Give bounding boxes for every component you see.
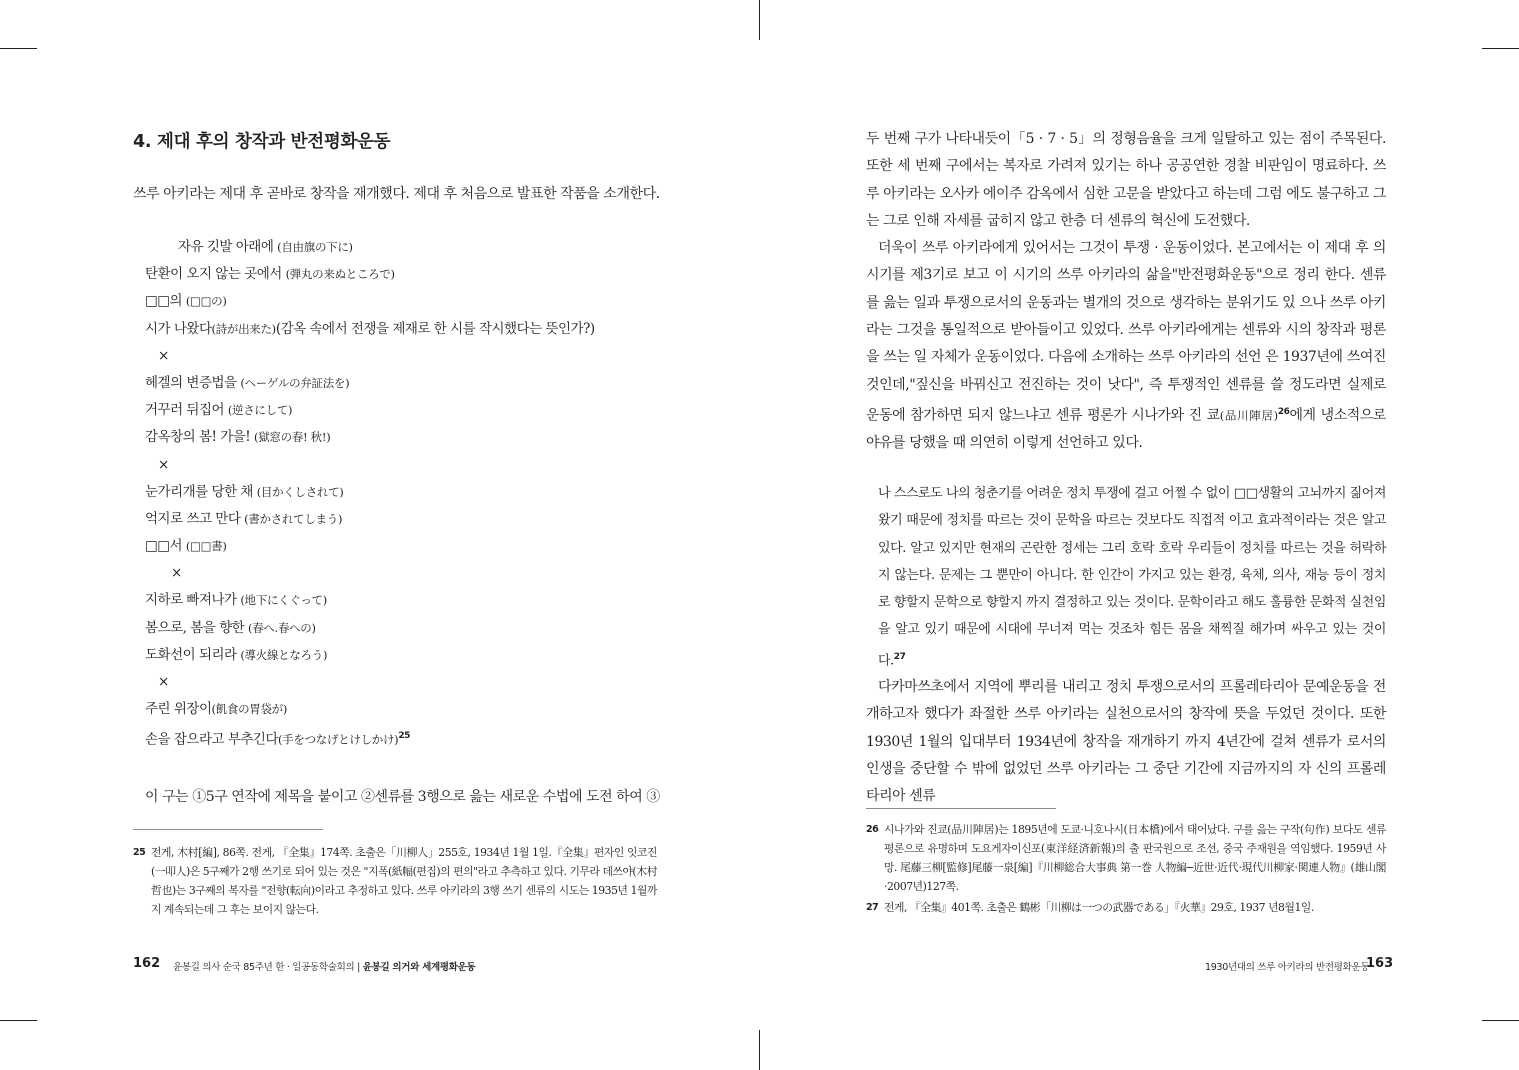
left-page bbox=[0, 0, 759, 1070]
footnote-rule bbox=[866, 808, 1056, 809]
poem-line-japanese: (地下にくぐって) bbox=[240, 593, 327, 608]
poem-line-note: (감옥 속에서 전쟁을 제재로 한 시를 작시했다는 뜻인가?) bbox=[275, 320, 595, 337]
footnote-text: 전게, 木村[編], 86쪽. 전게, 『全集』174쪽. 초출은「川柳人」255호, 1934년 1월 1일.『全集』편자인 잇코진(一叩人)은 5구째가 2행 쓰기로 되어 있는 것은 "지폭(紙幅(편집)의 편의"라고 추측하고 있다. 기무라 데쓰야(木村哲也)는 3구째의 복자를 "전향(転向)이라고 추정하고 있다. 쓰루 아키라의 3행 쓰기 센류의 시도는 1935년 1월까지 계속되는데 그 후는 보이지 않는다. bbox=[151, 846, 657, 916]
poem-line-korean: 지하로 빠져나가 bbox=[145, 592, 241, 609]
poem-line-korean: × bbox=[158, 674, 169, 690]
poem-line-japanese: (手をつなげとけしかけ) bbox=[278, 732, 399, 747]
running-head bbox=[173, 959, 475, 973]
poem-line-korean: 눈가리개를 당한 채 bbox=[145, 483, 257, 500]
poem-line bbox=[145, 397, 665, 424]
poem-line bbox=[145, 696, 665, 723]
poem-line-korean: □□의 bbox=[145, 293, 186, 310]
footnote-ref-25: 25 bbox=[398, 731, 410, 742]
poem-line-korean: 도화선이 되리라 bbox=[145, 646, 241, 663]
poem-line bbox=[145, 316, 665, 343]
paragraph-2 bbox=[866, 235, 1386, 457]
poem-line-korean: 탄환이 오지 않는 곳에서 bbox=[145, 266, 286, 283]
footnote-25 bbox=[133, 843, 657, 919]
poem-line-korean: 시가 나왔다 bbox=[145, 320, 212, 337]
paragraph-2-text: 더욱이 쓰루 아키라에게 있어서는 그것이 투쟁 · 운동이었다. 본고에서는 이 제대 후 의 시기를 제3기로 보고 이 시기의 쓰루 아키라의 삶을"반전평화운동"으로 정리 한다. 센류를 읊는 일과 투쟁으로서의 운동과는 별개의 것으로 생각하는 분위기도 있 으나 쓰루 아키라는 그것을 통일적으로 받아들이고 있었다. 쓰루 아키라에게는 센류와 시의 창작과 평론을 쓰는 일 자체가 운동이었다. 다음에 소개하는 쓰루 아키라의 선언 은 1937년에 쓰여진 것인데,"짚신을 바꿔신고 전진하는 것이 낫다", 즉 투쟁적인 센류를 쓸 정도라면 실제로 운동에 참가하면 되지 않느냐고 센류 평론가 시나가와 진 쿄 bbox=[866, 240, 1386, 424]
footnote-number: 26 bbox=[866, 824, 879, 835]
right-page bbox=[760, 0, 1519, 1070]
poem-line bbox=[145, 261, 665, 288]
footnote-26 bbox=[866, 820, 1386, 896]
poem-line bbox=[145, 560, 665, 587]
footnote-ref-27: 27 bbox=[893, 651, 906, 662]
footnote-27 bbox=[866, 898, 1386, 917]
quote-text bbox=[878, 480, 1386, 674]
poem-line-korean: 손을 잡으라고 부추긴다 bbox=[145, 731, 278, 748]
page-number: 163 bbox=[1366, 956, 1394, 971]
footnote-number: 25 bbox=[133, 847, 146, 858]
footnote-text: 시나가와 진쿄(品川陣居)는 1895년에 도쿄·니호나시(日本橋)에서 태어났다. 구를 읊는 구작(句作) 보다도 센류평론으로 유명하며 도요게자이신포(東洋経済新報)의 출 판국원으로 조선, 중국 주재원을 역임했다. 1959년 사망. 尾藤三柳[監修]尾藤一泉[編]『川柳総合大事典 第一巻 人物編─近世·近代·現代川柳家·関連人物』(雄山閣·2007년)127쪽. bbox=[884, 823, 1386, 893]
paragraph-1: 두 번째 구가 나타내듯이「5 · 7 · 5」의 정형음율을 크게 일탈하고 있는 점이 주목된다. 또한 세 번째 구에서는 복자로 가려져 있기는 하나 공공연한 경찰 비판임이 명료하다. 쓰루 아키라는 오사카 에이주 감옥에서 심한 고문을 받았다고 하는데 그럼 에도 불구하고 그는 그로 인해 자세를 굽히지 않고 한층 더 센류의 혁신에 도전했다. bbox=[866, 131, 1386, 229]
poem-line bbox=[145, 288, 665, 315]
footnote-ref-26: 26 bbox=[1277, 406, 1290, 417]
poem-line bbox=[145, 587, 665, 614]
poem-line-japanese: (飢食の胃袋が) bbox=[211, 702, 288, 717]
running-head: 1930년대의 쓰루 아키라의 반전평화운동 bbox=[1205, 962, 1370, 973]
poem-line-japanese: (春へ.春への) bbox=[247, 620, 316, 635]
poem-line-korean: 억지로 쓰고 만다 bbox=[145, 510, 245, 527]
poem-line bbox=[145, 452, 665, 479]
poem-line bbox=[145, 642, 665, 669]
poem-line bbox=[145, 669, 665, 696]
intro-paragraph: 쓰루 아키라는 제대 후 곧바로 창작을 재개했다. 제대 후 처음으로 발표한 작품을 소개한다. bbox=[133, 186, 660, 202]
body-text-2 bbox=[866, 674, 1386, 810]
poem-line-japanese: (目かくしされて) bbox=[256, 484, 344, 499]
poem-line-japanese: (ヘーゲルの弁証法を) bbox=[240, 375, 350, 390]
poem-line bbox=[145, 533, 665, 560]
poem-line bbox=[145, 723, 665, 750]
poem-line-korean: 주린 위장이 bbox=[145, 701, 212, 718]
after-poem-paragraph: 이 구는 ①5구 연작에 제목을 붙이고 ②센류를 3행으로 읊는 새로운 수법에 도전 하여 ③ bbox=[145, 789, 660, 805]
poem-line bbox=[145, 343, 665, 370]
poem-line-japanese: (獄窓の春! 秋!) bbox=[254, 430, 331, 445]
poem-line-korean: 감옥창의 봄! 가을! bbox=[145, 429, 255, 446]
body-text bbox=[866, 126, 1386, 457]
poem-line-korean: □□서 bbox=[145, 538, 186, 555]
poem-line bbox=[145, 479, 665, 506]
poem-line-korean: 봄으로, 봄을 향한 bbox=[145, 619, 248, 636]
poem-line-japanese: (書かされてしまう) bbox=[244, 511, 343, 526]
running-head-title: 윤봉길 의거와 세계평화운동 bbox=[362, 962, 476, 973]
poem-line-korean: × bbox=[158, 347, 169, 364]
paragraph-2-japanese: (品川陣居) bbox=[1219, 408, 1278, 423]
poem-line-japanese: (弾丸の来ぬところで) bbox=[285, 267, 395, 282]
poem-line-japanese: (詩が出来た) bbox=[211, 321, 276, 336]
running-head-text: 윤봉길 의사 순국 85주년 한 · 일공동학술회의 | bbox=[173, 962, 361, 973]
poem-line-korean: × bbox=[171, 565, 182, 582]
poem bbox=[145, 234, 665, 751]
poem-line-japanese: (逆さにして) bbox=[227, 403, 293, 418]
block-quote bbox=[878, 480, 1386, 674]
page-number: 162 bbox=[133, 956, 161, 971]
poem-line bbox=[145, 424, 665, 451]
poem-line-korean: 거꾸러 뒤집어 bbox=[145, 402, 228, 419]
poem-line-korean: × bbox=[158, 456, 169, 473]
paragraph-3: 다카마쓰초에서 지역에 뿌리를 내리고 정치 투쟁으로서의 프롤레타리아 문예운동을 전개하고자 했다가 좌절한 쓰루 아키라는 실천으로서의 창작에 뜻을 두었던 것이다. 또한 1930년 1월의 입대부터 1934년에 창작을 재개하기 까지 4년간에 걸쳐 센류가 로서의 인생을 중단할 수 밖에 없었던 쓰루 아키라는 그 중단 기간에 지금까지의 자 신의 프롤레타리아 센류 bbox=[866, 679, 1386, 805]
poem-line-japanese: (自由旗の下に) bbox=[277, 240, 353, 254]
poem-line-japanese: (導火線となろう) bbox=[240, 647, 328, 662]
poem-line bbox=[145, 234, 665, 261]
poem-line-japanese: (□□の) bbox=[185, 294, 227, 309]
poem-line-korean: 헤겔의 변증법을 bbox=[145, 374, 241, 391]
quote-body: 나 스스로도 나의 청춘기를 어려운 정치 투쟁에 걸고 어쩔 수 없이 □□생활의 고뇌까지 짊어져 왔기 때문에 정치를 따르는 것이 문학을 따르는 것보다도 직접적 이고 효과적이라는 것은 알고 있다. 알고 있지만 현재의 곤란한 정세는 그리 호락 호락 우리들이 정치를 따르는 것을 허락하지 않는다. 문제는 그 뿐만이 아니다. 한 인간이 가지고 있는 환경, 육체, 의사, 재능 등이 정치로 향할지 문학으로 향할지 까지 결정하고 있는 것이다. 문학이라고 해도 훌륭한 문화적 실천임을 알고 있기 때문에 시대에 무너져 먹는 것조차 힘든 몸을 채찍질 해가며 싸우고 있는 것이다. bbox=[878, 486, 1386, 669]
footnote-number: 27 bbox=[866, 902, 879, 913]
poem-line bbox=[145, 615, 665, 642]
poem-line bbox=[145, 370, 665, 397]
footnote-rule bbox=[133, 829, 323, 830]
poem-line-japanese: (□□書) bbox=[185, 539, 227, 554]
poem-line-korean: 자유 깃발 아래에 bbox=[178, 239, 278, 255]
paragraph-2-text-end: 에게 냉소적으로 야유를 당했을 때 의연히 이렇게 선언하고 있다. bbox=[866, 407, 1386, 451]
footnote-text: 전게, 『全集』401쪽. 초출은 鶴彬「川柳は一つの武器である」『火華』29호, 1937 년8월1일. bbox=[884, 901, 1314, 914]
poem-line bbox=[145, 506, 665, 533]
section-heading: 4. 제대 후의 창작과 반전평화운동 bbox=[133, 132, 391, 152]
